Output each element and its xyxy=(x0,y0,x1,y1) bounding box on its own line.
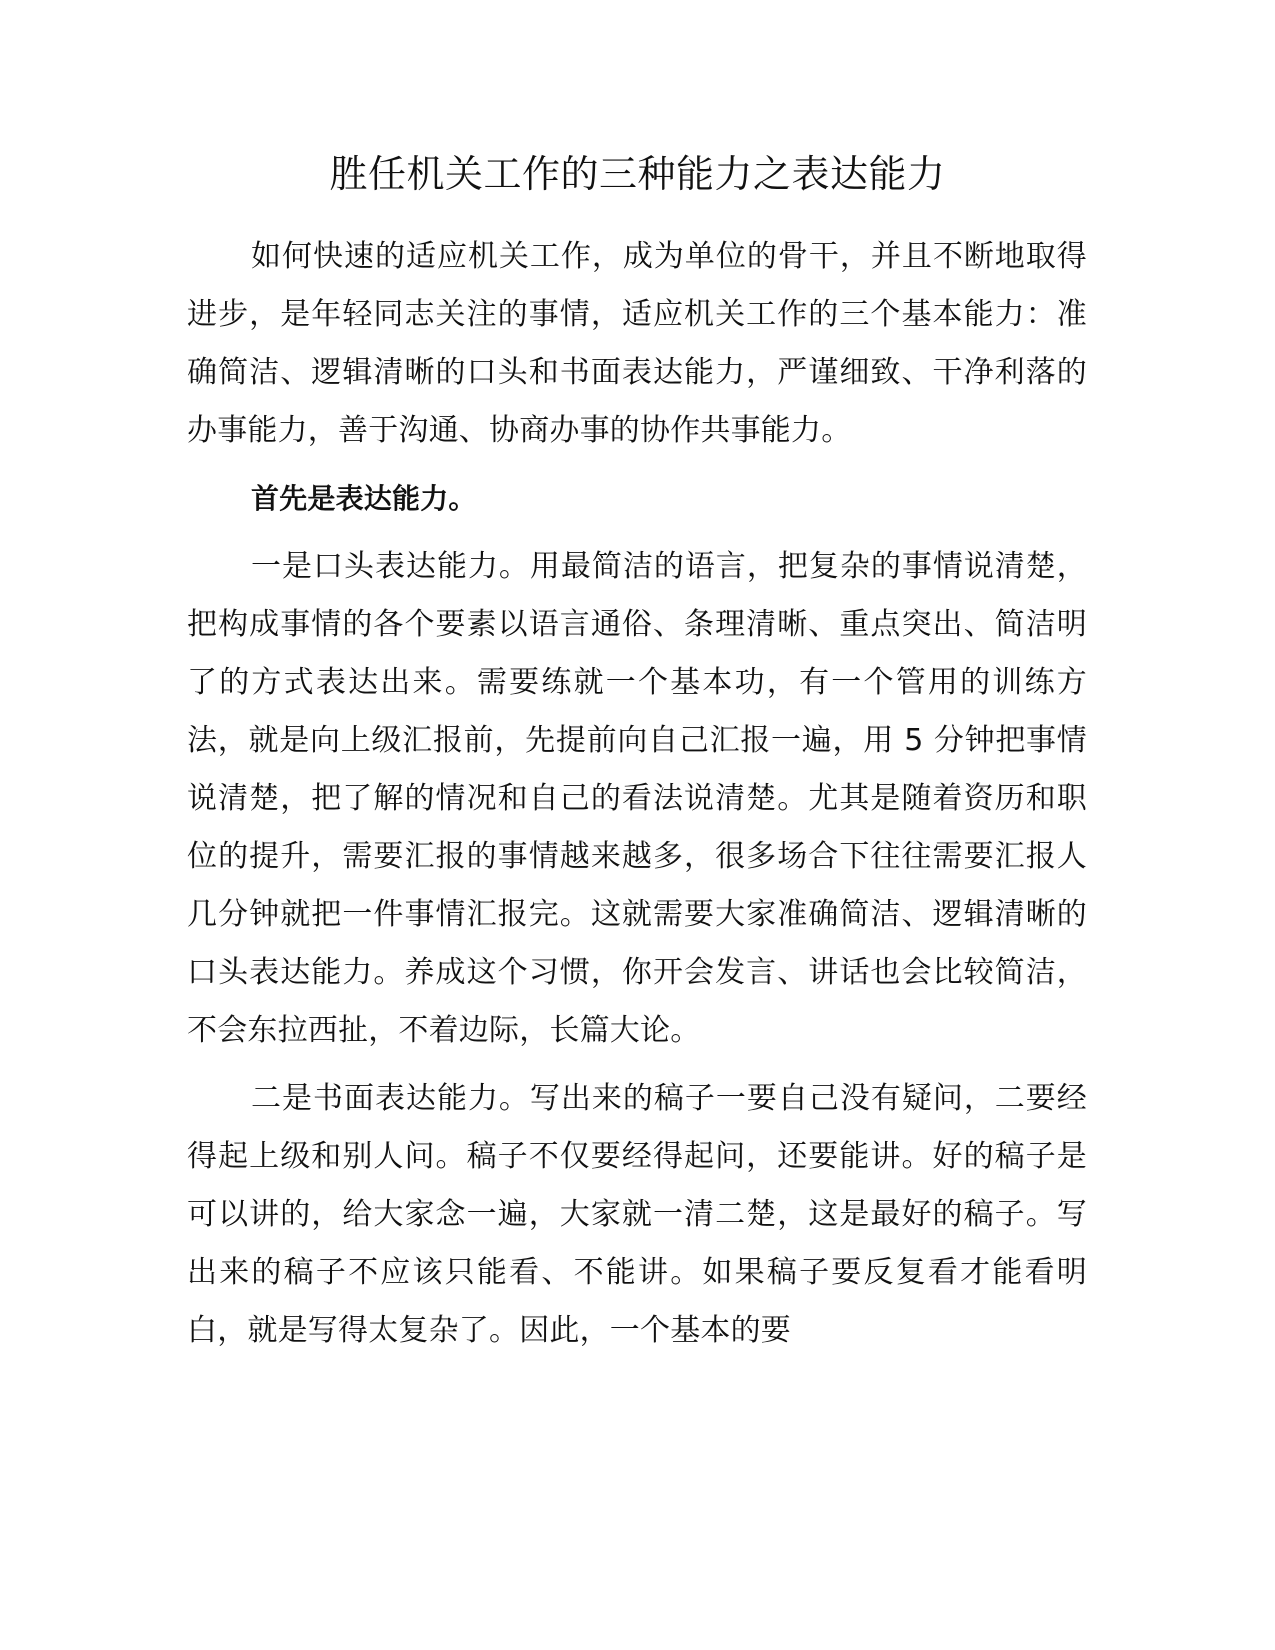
section-heading-expression: 首先是表达能力。 xyxy=(251,482,477,515)
document-body xyxy=(187,228,1087,1370)
paragraph-written-expression: 二是书面表达能力。写出来的稿子一要自己没有疑问，二要经得起上级和别人问。稿子不仅要经得起问，还要能讲。好的稿子是可以讲的，给大家念一遍，大家就一清二楚，这是最好的稿子。写出来的稿子不应该只能看、不能讲。如果稿子要反复看才能看明白，就是写得太复杂了。因此，一个基本的要 xyxy=(187,1081,1087,1348)
paragraph-intro: 如何快速的适应机关工作，成为单位的骨干，并且不断地取得进步，是年轻同志关注的事情，适应机关工作的三个基本能力：准确简洁、逻辑清晰的口头和书面表达能力，严谨细致、干净利落的办事能力，善于沟通、协商办事的协作共事能力。 xyxy=(187,239,1087,448)
document-title: 胜任机关工作的三种能力之表达能力 xyxy=(329,152,946,196)
paragraph-oral-expression: 一是口头表达能力。用最简洁的语言，把复杂的事情说清楚，把构成事情的各个要素以语言通俗、条理清晰、重点突出、简洁明了的方式表达出来。需要练就一个基本功，有一个管用的训练方法，就是向上级汇报前，先提前向自己汇报一遍，用 5 分钟把事情说清楚，把了解的情况和自己的看法说清楚。尤其是随着资历和职位的提升，需要汇报的事情越来越多，很多场合下往往需要汇报人几分钟就把一件事情汇报完。这就需要大家准确简洁、逻辑清晰的口头表达能力。养成这个习惯，你开会发言、讲话也会比较简洁，不会东拉西扯，不着边际，长篇大论。 xyxy=(187,549,1087,1048)
